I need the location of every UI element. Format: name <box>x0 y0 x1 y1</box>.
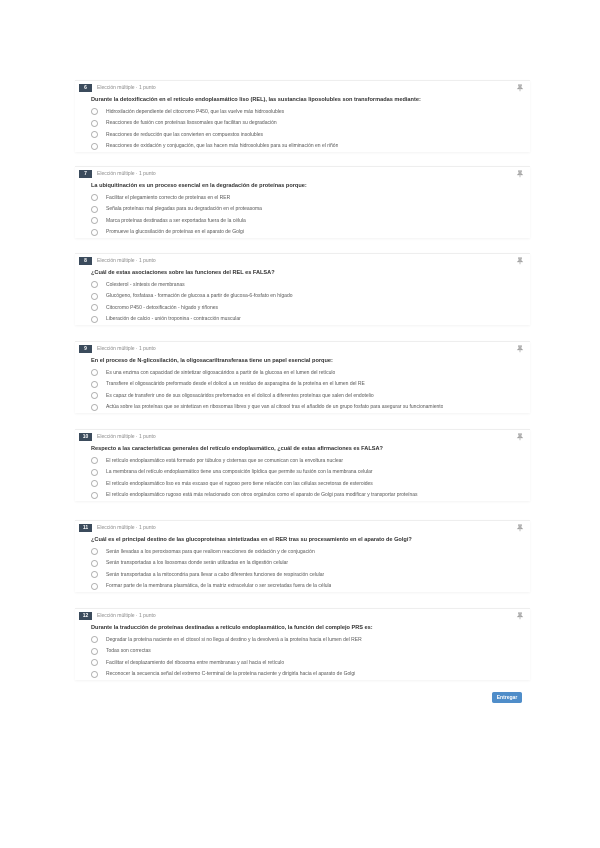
question-text: ¿Cuál es el principal destino de las glucoproteínas sintetizadas en el RER tras su procesamiento en el aparato de Golgi? <box>91 537 412 543</box>
question-header <box>75 254 530 268</box>
radio-button[interactable] <box>91 143 98 150</box>
option-label: Reacciones de oxidación y conjugación, que las hacen más hidrosolubles para su eliminación en el riñón <box>106 143 339 150</box>
radio-button[interactable] <box>91 548 98 555</box>
options-list <box>75 455 530 501</box>
answer-option[interactable] <box>91 390 530 402</box>
radio-button[interactable] <box>91 636 98 643</box>
option-label: Degradar la proteína naciente en el citosol si no llega al destino y la devolverá a la proteína hacia el lumen del RER <box>106 636 362 643</box>
question-card-6 <box>75 80 530 152</box>
question-text: Durante la traducción de proteínas destinadas a retículo endoplasmático, la función del complejo PRS es: <box>91 625 373 631</box>
answer-option[interactable] <box>91 192 530 204</box>
radio-button[interactable] <box>91 671 98 678</box>
radio-button[interactable] <box>91 131 98 138</box>
answer-option[interactable] <box>91 634 530 646</box>
option-label: Citocromo P450 - detoxificación - hígado y riñones <box>106 304 219 311</box>
option-label: Facilitar el plegamiento correcto de proteínas en el RER <box>106 194 231 201</box>
answer-option[interactable] <box>91 314 530 326</box>
question-text: La ubiquitinación es un proceso esencial en la degradación de proteínas porque: <box>91 183 307 189</box>
option-label: Glucógeno, fosfatasa - formación de glucosa a partir de glucosa-6-fosfato en hígado <box>106 293 293 300</box>
option-label: El retículo endoplasmático liso es más escaso que el rugoso pero tiene relación con las células secretoras de esteroides <box>106 480 373 487</box>
question-number: 9 <box>79 345 92 353</box>
option-label: Serán llevadas a los peroxisomas para que realicen reacciones de oxidación y de conjugación <box>106 548 315 555</box>
question-number: 6 <box>79 84 92 92</box>
radio-button[interactable] <box>91 560 98 567</box>
answer-option[interactable] <box>91 367 530 379</box>
question-text: Respecto a las características generales del retículo endoplasmático, ¿cuál de estas afirmaciones es FALSA? <box>91 446 383 452</box>
question-number: 11 <box>79 524 92 532</box>
answer-option[interactable] <box>91 141 530 153</box>
question-card-11 <box>75 520 530 592</box>
pin-icon[interactable] <box>516 170 524 178</box>
option-label: Es una enzima con capacidad de sintetizar oligosacáridos a partir de la glucosa en el lumen del retículo <box>106 369 336 376</box>
radio-button[interactable] <box>91 469 98 476</box>
radio-button[interactable] <box>91 571 98 578</box>
answer-option[interactable] <box>91 106 530 118</box>
question-text: En el proceso de N-glicosilación, la oligosacariltransferasa tiene un papel esencial porque: <box>91 358 333 364</box>
question-header <box>75 167 530 181</box>
answer-option[interactable] <box>91 379 530 391</box>
pin-icon[interactable] <box>516 257 524 265</box>
question-card-12 <box>75 608 530 680</box>
option-label: Todas son correctas <box>106 648 151 655</box>
options-list <box>75 546 530 592</box>
question-header <box>75 609 530 623</box>
answer-option[interactable] <box>91 478 530 490</box>
radio-button[interactable] <box>91 206 98 213</box>
option-label: Serán transportadas a la mitocondria para llevar a cabo diferentes funciones de respiración celular <box>106 571 325 578</box>
question-type: Elección múltiple · 1 punto <box>97 525 156 531</box>
submit-button[interactable]: Entregar <box>492 692 522 703</box>
options-list <box>75 634 530 680</box>
option-label: Hidroxilación dependiente del citocromo P450, que las vuelve más hidrosolubles <box>106 108 285 115</box>
question-number: 10 <box>79 433 92 441</box>
answer-option[interactable] <box>91 291 530 303</box>
answer-option[interactable] <box>91 204 530 216</box>
answer-option[interactable] <box>91 646 530 658</box>
radio-button[interactable] <box>91 404 98 411</box>
answer-option[interactable] <box>91 546 530 558</box>
question-text: Durante la detoxificación en el retículo endoplasmático liso (REL), las sustancias liposolubles son transformadas mediante: <box>91 97 421 103</box>
question-number: 7 <box>79 170 92 178</box>
question-type: Elección múltiple · 1 punto <box>97 171 156 177</box>
question-header <box>75 521 530 535</box>
question-type: Elección múltiple · 1 punto <box>97 346 156 352</box>
question-type: Elección múltiple · 1 punto <box>97 613 156 619</box>
option-label: Serán transportadas a los lisosomas donde serán utilizadas en la digestión celular <box>106 560 289 567</box>
answer-option[interactable] <box>91 455 530 467</box>
answer-option[interactable] <box>91 569 530 581</box>
option-label: Liberación de calcio - unión troponina - contracción muscular <box>106 316 241 323</box>
radio-button[interactable] <box>91 659 98 666</box>
answer-option[interactable] <box>91 490 530 502</box>
radio-button[interactable] <box>91 381 98 388</box>
radio-button[interactable] <box>91 583 98 590</box>
option-label: Facilitar el desplazamiento del ribosoma entre membranas y así hacia el retículo <box>106 659 285 666</box>
question-number: 8 <box>79 257 92 265</box>
question-card-8 <box>75 253 530 325</box>
answer-option[interactable] <box>91 227 530 239</box>
answer-option[interactable] <box>91 558 530 570</box>
answer-option[interactable] <box>91 129 530 141</box>
question-type: Elección múltiple · 1 punto <box>97 85 156 91</box>
option-label: Señala proteínas mal plegadas para su degradación en el proteasoma <box>106 206 262 213</box>
radio-button[interactable] <box>91 369 98 376</box>
pin-icon[interactable] <box>516 345 524 353</box>
answer-option[interactable] <box>91 402 530 414</box>
question-type: Elección múltiple · 1 punto <box>97 434 156 440</box>
question-text: ¿Cuál de estas asociaciones sobre las funciones del REL es FALSA? <box>91 270 275 276</box>
radio-button[interactable] <box>91 229 98 236</box>
radio-button[interactable] <box>91 316 98 323</box>
pin-icon[interactable] <box>516 84 524 92</box>
option-label: Marca proteínas destinadas a ser exportadas fuera de la célula <box>106 217 246 224</box>
question-card-9 <box>75 341 530 413</box>
pin-icon[interactable] <box>516 612 524 620</box>
option-label: Transfiere el oligosacárido preformado desde el dolicol a un residuo de asparagina de la proteína en el lumen del RE <box>106 381 365 388</box>
option-label: Reacciones de fusión con proteínas lisosomales que facilitan su degradación <box>106 120 277 127</box>
radio-button[interactable] <box>91 304 98 311</box>
radio-button[interactable] <box>91 108 98 115</box>
pin-icon[interactable] <box>516 433 524 441</box>
radio-button[interactable] <box>91 492 98 499</box>
answer-option[interactable] <box>91 118 530 130</box>
options-list <box>75 367 530 413</box>
question-card-10 <box>75 429 530 501</box>
question-type: Elección múltiple · 1 punto <box>97 258 156 264</box>
option-label: El retículo endoplasmático está formado por túbulos y cisternas que se comunican con la envoltura nuclear <box>106 457 344 464</box>
options-list <box>75 279 530 325</box>
option-label: Actúa sobre las proteínas que se sintetizan en ribosomas libres y que van al citosol tras el añadido de un grupo fosfato para asegurar su funcionamiento <box>106 404 444 411</box>
radio-button[interactable] <box>91 648 98 655</box>
answer-option[interactable] <box>91 467 530 479</box>
question-card-7 <box>75 166 530 238</box>
radio-button[interactable] <box>91 392 98 399</box>
question-header <box>75 430 530 444</box>
option-label: Reconocer la secuencia señal del extremo C-terminal de la proteína naciente y dirigirla hacia el aparato de Golgi <box>106 671 356 678</box>
option-label: Reacciones de reducción que las convierten en compuestos insolubles <box>106 131 264 138</box>
option-label: Colesterol - síntesis de membranas <box>106 281 185 288</box>
question-number: 12 <box>79 612 92 620</box>
radio-button[interactable] <box>91 457 98 464</box>
question-header <box>75 342 530 356</box>
option-label: Promueve la glucosilación de proteínas en el aparato de Golgi <box>106 229 244 236</box>
question-header <box>75 81 530 95</box>
answer-option[interactable] <box>91 215 530 227</box>
option-label: Es capaz de transferir uno de sus oligosacáridos preformados en el dolicol a diferentes proteínas que salen del endotelio <box>106 392 374 399</box>
option-label: El retículo endoplasmático rugoso está más relacionado con otros orgánulos como el aparato de Golgi para modificar y transportar proteínas <box>106 492 418 499</box>
radio-button[interactable] <box>91 120 98 127</box>
answer-option[interactable] <box>91 669 530 681</box>
radio-button[interactable] <box>91 194 98 201</box>
option-label: Formar parte de la membrana plasmática, de la matriz extracelular o ser secretadas fuera de la célula <box>106 583 332 590</box>
radio-button[interactable] <box>91 293 98 300</box>
radio-button[interactable] <box>91 480 98 487</box>
answer-option[interactable] <box>91 581 530 593</box>
answer-option[interactable] <box>91 279 530 291</box>
options-list <box>75 192 530 238</box>
answer-option[interactable] <box>91 302 530 314</box>
radio-button[interactable] <box>91 217 98 224</box>
option-label: La membrana del retículo endoplasmático tiene una composición lipídica que permite su fusión con la membrana celular <box>106 469 373 476</box>
options-list <box>75 106 530 152</box>
radio-button[interactable] <box>91 281 98 288</box>
answer-option[interactable] <box>91 657 530 669</box>
pin-icon[interactable] <box>516 524 524 532</box>
